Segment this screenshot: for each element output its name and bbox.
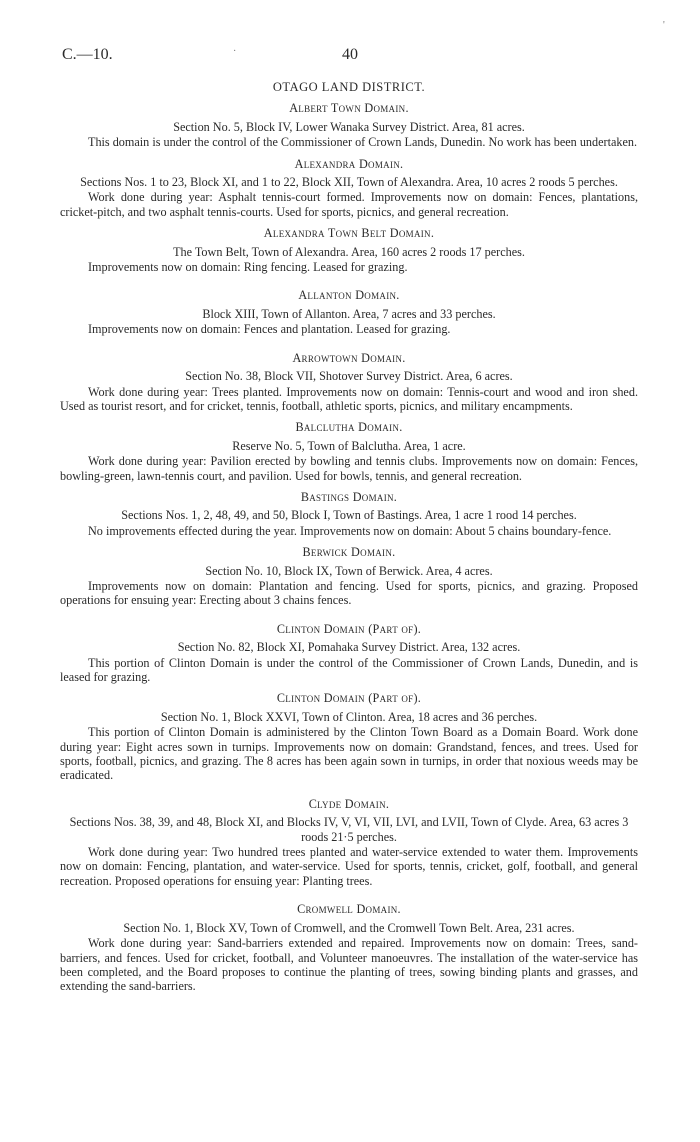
- domain-entry: [60, 288, 638, 336]
- domain-section: Section No. 38, Block VII, Shotover Survey District. Area, 6 acres.: [185, 369, 513, 384]
- domain-paragraph: This portion of Clinton Domain is under the control of the Commissioner of Crown Lands, Dunedin, and is leased for grazing.: [60, 655, 638, 684]
- domain-title: Bastings Domain.: [300, 489, 398, 504]
- domain-section: Section No. 10, Block IX, Town of Berwick. Area, 4 acres.: [205, 563, 493, 578]
- domain-entry: [60, 157, 638, 220]
- domain-section: Sections Nos. 38, 39, and 48, Block XI, and Blocks IV, V, VI, VII, LVI, and LVII, Town of Clyde. Area, 63 acres 3 roods 21·5 perches.: [69, 815, 629, 844]
- domain-title: Balclutha Domain.: [295, 420, 403, 435]
- domain-paragraph: Work done during year: Trees planted. Improvements now on domain: Tennis-court and wood and iron shed. Used as tourist resort, and for cricket, tennis, football, athletic sports, picnics, and military encampments.: [60, 384, 638, 413]
- domain-title: Cromwell Domain.: [297, 902, 401, 917]
- domain-section: Block XIII, Town of Allanton. Area, 7 acres and 33 perches.: [202, 306, 496, 321]
- domain-paragraph: Work done during year: Two hundred trees planted and water-service extended to water them. Improvements now on domain: Fencing, plantation, and water-service. Used for sports, tennis, cricket, golf, football, and general recreation. Proposed operations for ensuing year: Planting trees.: [60, 845, 638, 888]
- domain-title: Berwick Domain.: [302, 545, 396, 560]
- domain-paragraph: Improvements now on domain: Ring fencing. Leased for grazing.: [88, 260, 408, 275]
- domain-section: Sections Nos. 1 to 23, Block XI, and 1 to 22, Block XII, Town of Alexandra. Area, 10 acres 2 roods 5 perches.: [80, 175, 618, 190]
- domain-entry: [60, 545, 638, 608]
- domain-paragraph: Work done during year: Pavilion erected by bowling and tennis clubs. Improvements now on domain: Fences, bowling-green, lawn-tennis court, and pavilion. Used for bowls, tennis, and general recreation.: [60, 454, 638, 483]
- domain-section: Section No. 1, Block XV, Town of Cromwell, and the Cromwell Town Belt. Area, 231 acres.: [123, 920, 575, 935]
- domain-section: Section No. 5, Block IV, Lower Wanaka Survey District. Area, 81 acres.: [173, 119, 525, 134]
- domain-paragraph: Work done during year: Sand-barriers extended and repaired. Improvements now on domain: Trees, sand-barriers, and fences. Used for cricket, football, and Volunteer manoeuvres. The installation of the water-service has been completed, and the Board proposes to continue the planting of trees, sowing binding plants and grasses, and extending the sand-barriers.: [60, 936, 638, 994]
- domain-title: Arrowtown Domain.: [292, 350, 406, 365]
- domain-entry: [60, 351, 638, 414]
- district-heading: OTAGO LAND DISTRICT.: [272, 80, 426, 94]
- domain-title: Allanton Domain.: [298, 288, 400, 303]
- domain-title: Clyde Domain.: [308, 796, 390, 811]
- corner-mark: ': [663, 20, 665, 31]
- domain-title: Clinton Domain (Part of).: [276, 621, 422, 636]
- stray-mark: ·: [233, 46, 237, 57]
- page-number: 40: [342, 46, 358, 63]
- domain-section: Section No. 1, Block XXVI, Town of Clinton. Area, 18 acres and 36 perches.: [160, 709, 538, 724]
- domain-section: The Town Belt, Town of Alexandra. Area, 160 acres 2 roods 17 perches.: [173, 244, 525, 259]
- domain-section: Section No. 82, Block XI, Pomahaka Survey District. Area, 132 acres.: [177, 640, 521, 655]
- document-reference: C.—10.: [62, 46, 113, 63]
- domain-entry: [60, 490, 638, 538]
- domain-title: Alexandra Domain.: [294, 156, 404, 171]
- domain-paragraph: Improvements now on domain: Fences and plantation. Leased for grazing.: [88, 322, 451, 337]
- domain-paragraph: This domain is under the control of the Commissioner of Crown Lands, Dunedin. No work has been undertaken.: [88, 135, 638, 150]
- domain-entry: [60, 902, 638, 993]
- domain-paragraph: Improvements now on domain: Plantation and fencing. Used for sports, picnics, and grazing. Proposed operations for ensuing year: Erecting about 3 chains fences.: [60, 578, 638, 608]
- domain-paragraph: Work done during year: Asphalt tennis-court formed. Improvements now on domain: Fences, plantations, cricket-pitch, and two asphalt tennis-courts. Used for sports, picnics, and general recreation.: [60, 190, 638, 219]
- domain-entry: [60, 691, 638, 782]
- domain-entry: [60, 797, 638, 888]
- domain-entry: [60, 622, 638, 685]
- domain-section: Sections Nos. 1, 2, 48, 49, and 50, Block I, Town of Bastings. Area, 1 acre 1 rood 14 perches.: [121, 508, 577, 523]
- domain-entry: [60, 101, 638, 149]
- domain-title: Clinton Domain (Part of).: [276, 691, 422, 706]
- domain-entry: [60, 226, 638, 274]
- domain-title: Albert Town Domain.: [289, 101, 409, 116]
- domain-entry: [60, 420, 638, 483]
- domain-title: Alexandra Town Belt Domain.: [263, 226, 435, 241]
- domain-section: Reserve No. 5, Town of Balclutha. Area, 1 acre.: [232, 438, 466, 453]
- page-body: [60, 80, 638, 1001]
- domain-paragraph: No improvements effected during the year. Improvements now on domain: About 5 chains boundary-fence.: [88, 523, 612, 538]
- domain-paragraph: This portion of Clinton Domain is administered by the Clinton Town Board as a Domain Board. Work done during year: Eight acres sown in turnips. Improvements now on domain: Grandstand, fences, and trees. Used for sports, football, picnics, and grazing. The 8 acres has been again sown in turnips, in order that noxious weeds may be eradicated.: [60, 725, 638, 783]
